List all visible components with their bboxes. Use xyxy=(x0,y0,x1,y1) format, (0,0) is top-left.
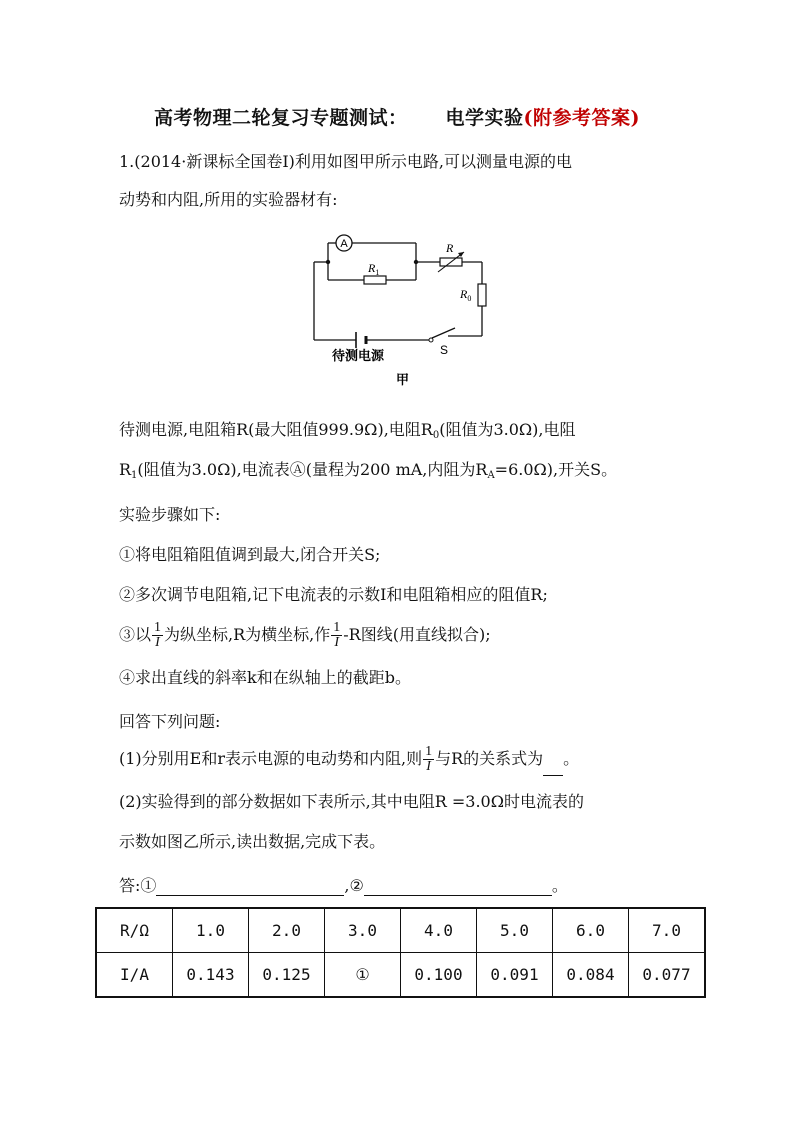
r-label: R xyxy=(446,241,454,255)
table-cell: 3.0 xyxy=(325,908,401,953)
step-3 xyxy=(119,618,491,652)
switch-label: S xyxy=(440,343,449,357)
materials-line-2 xyxy=(119,460,617,486)
answer-heading: 回答下列问题: xyxy=(119,712,221,731)
materials-text-b-tail: =6.0Ω),开关S。 xyxy=(494,460,618,479)
fraction-one-over-i xyxy=(152,621,163,650)
ammeter-label: A xyxy=(340,238,348,250)
frac-den: I xyxy=(334,635,340,650)
answer-blank-2[interactable] xyxy=(364,879,552,896)
frac-num: 1 xyxy=(333,620,341,635)
question-line-1: 1.(2014·新课标全国卷Ⅰ)利用如图甲所示电路,可以测量电源的电 xyxy=(119,152,572,171)
frac-num: 1 xyxy=(425,744,433,759)
table-cell: R/Ω xyxy=(96,908,173,953)
title-main: 高考物理二轮复习专题测试： xyxy=(153,107,408,129)
table-cell: 5.0 xyxy=(477,908,553,953)
answer-line xyxy=(119,876,568,896)
table-cell: ① xyxy=(325,953,401,998)
materials-text-b: (阻值为3.0Ω),电流表Ⓐ(量程为200 mA,内阻为R xyxy=(137,460,488,479)
title-topic: 电学实验 xyxy=(445,107,524,129)
switch-icon xyxy=(429,338,433,342)
r1-label: $R_1$ xyxy=(368,261,380,277)
ans-mid: ,② xyxy=(344,876,364,895)
circuit-diagram xyxy=(300,228,500,390)
table-row xyxy=(96,953,705,998)
q1-text-c: 。 xyxy=(563,749,580,768)
table-cell: 0.084 xyxy=(553,953,629,998)
steps-heading: 实验步骤如下: xyxy=(119,505,221,524)
materials-sub-1: 1 xyxy=(131,470,138,481)
table-cell: 0.091 xyxy=(477,953,553,998)
r1-resistor-icon xyxy=(364,276,386,284)
materials-text-a: 待测电源,电阻箱R(最大阻值999.9Ω),电阻R xyxy=(119,420,433,439)
source-label: 待测电源 xyxy=(332,349,385,364)
table-cell: 0.100 xyxy=(401,953,477,998)
table-cell: 6.0 xyxy=(553,908,629,953)
q1-line xyxy=(119,742,579,776)
materials-sub-0: 0 xyxy=(432,430,440,441)
table-cell: 0.077 xyxy=(629,953,706,998)
materials-line-1 xyxy=(119,420,576,446)
junction-dot xyxy=(326,260,330,264)
table-cell: 4.0 xyxy=(401,908,477,953)
frac-den: I xyxy=(155,635,160,650)
r0-label: $R_0$ xyxy=(460,287,472,303)
materials-text-a-tail: (阻值为3.0Ω),电阻 xyxy=(439,420,576,439)
r0-resistor-icon xyxy=(478,284,486,306)
step-3-text-c: -R图线(用直线拟合); xyxy=(343,625,491,644)
fraction-one-over-i xyxy=(423,745,434,774)
table-cell: 7.0 xyxy=(629,908,706,953)
table-cell: 2.0 xyxy=(249,908,325,953)
table-cell: 0.143 xyxy=(173,953,249,998)
answer-blank-1[interactable] xyxy=(156,879,344,896)
table-cell: 1.0 xyxy=(173,908,249,953)
ans-label: 答:① xyxy=(119,876,157,895)
table-row xyxy=(96,908,705,953)
table-cell: I/A xyxy=(96,953,173,998)
junction-dot xyxy=(414,260,418,264)
data-table xyxy=(95,907,706,998)
materials-sub-a: A xyxy=(487,470,495,481)
figure-label: 甲 xyxy=(396,373,410,388)
ans-end: 。 xyxy=(551,876,568,895)
step-4: ④求出直线的斜率k和在纵轴上的截距b。 xyxy=(119,668,411,687)
title-suffix: (附参考答案) xyxy=(523,107,640,129)
step-1: ①将电阻箱阻值调到最大,闭合开关S; xyxy=(119,545,381,564)
table-cell: 0.125 xyxy=(249,953,325,998)
frac-num: 1 xyxy=(154,620,162,635)
fraction-one-over-i xyxy=(331,621,342,650)
step-3-text-a: ③以 xyxy=(119,625,152,644)
frac-den: I xyxy=(426,759,431,774)
q1-text-b: 与R的关系式为 xyxy=(435,749,544,768)
q2-line-2: 示数如图乙所示,读出数据,完成下表。 xyxy=(119,832,386,851)
question-line-2: 动势和内阻,所用的实验器材有: xyxy=(119,190,338,209)
q2-line-1: (2)实验得到的部分数据如下表所示,其中电阻R =3.0Ω时电流表的 xyxy=(119,792,585,811)
q1-text-a: (1)分别用E和r表示电源的电动势和内阻,则 xyxy=(119,749,423,768)
step-3-text-b: 为纵坐标,R为横坐标,作 xyxy=(164,625,331,644)
materials-r1: R xyxy=(119,460,132,479)
step-2: ②多次调节电阻箱,记下电流表的示数I和电阻箱相应的阻值R; xyxy=(119,585,548,604)
page-title xyxy=(0,103,794,130)
q1-answer-blank[interactable] xyxy=(543,759,563,776)
